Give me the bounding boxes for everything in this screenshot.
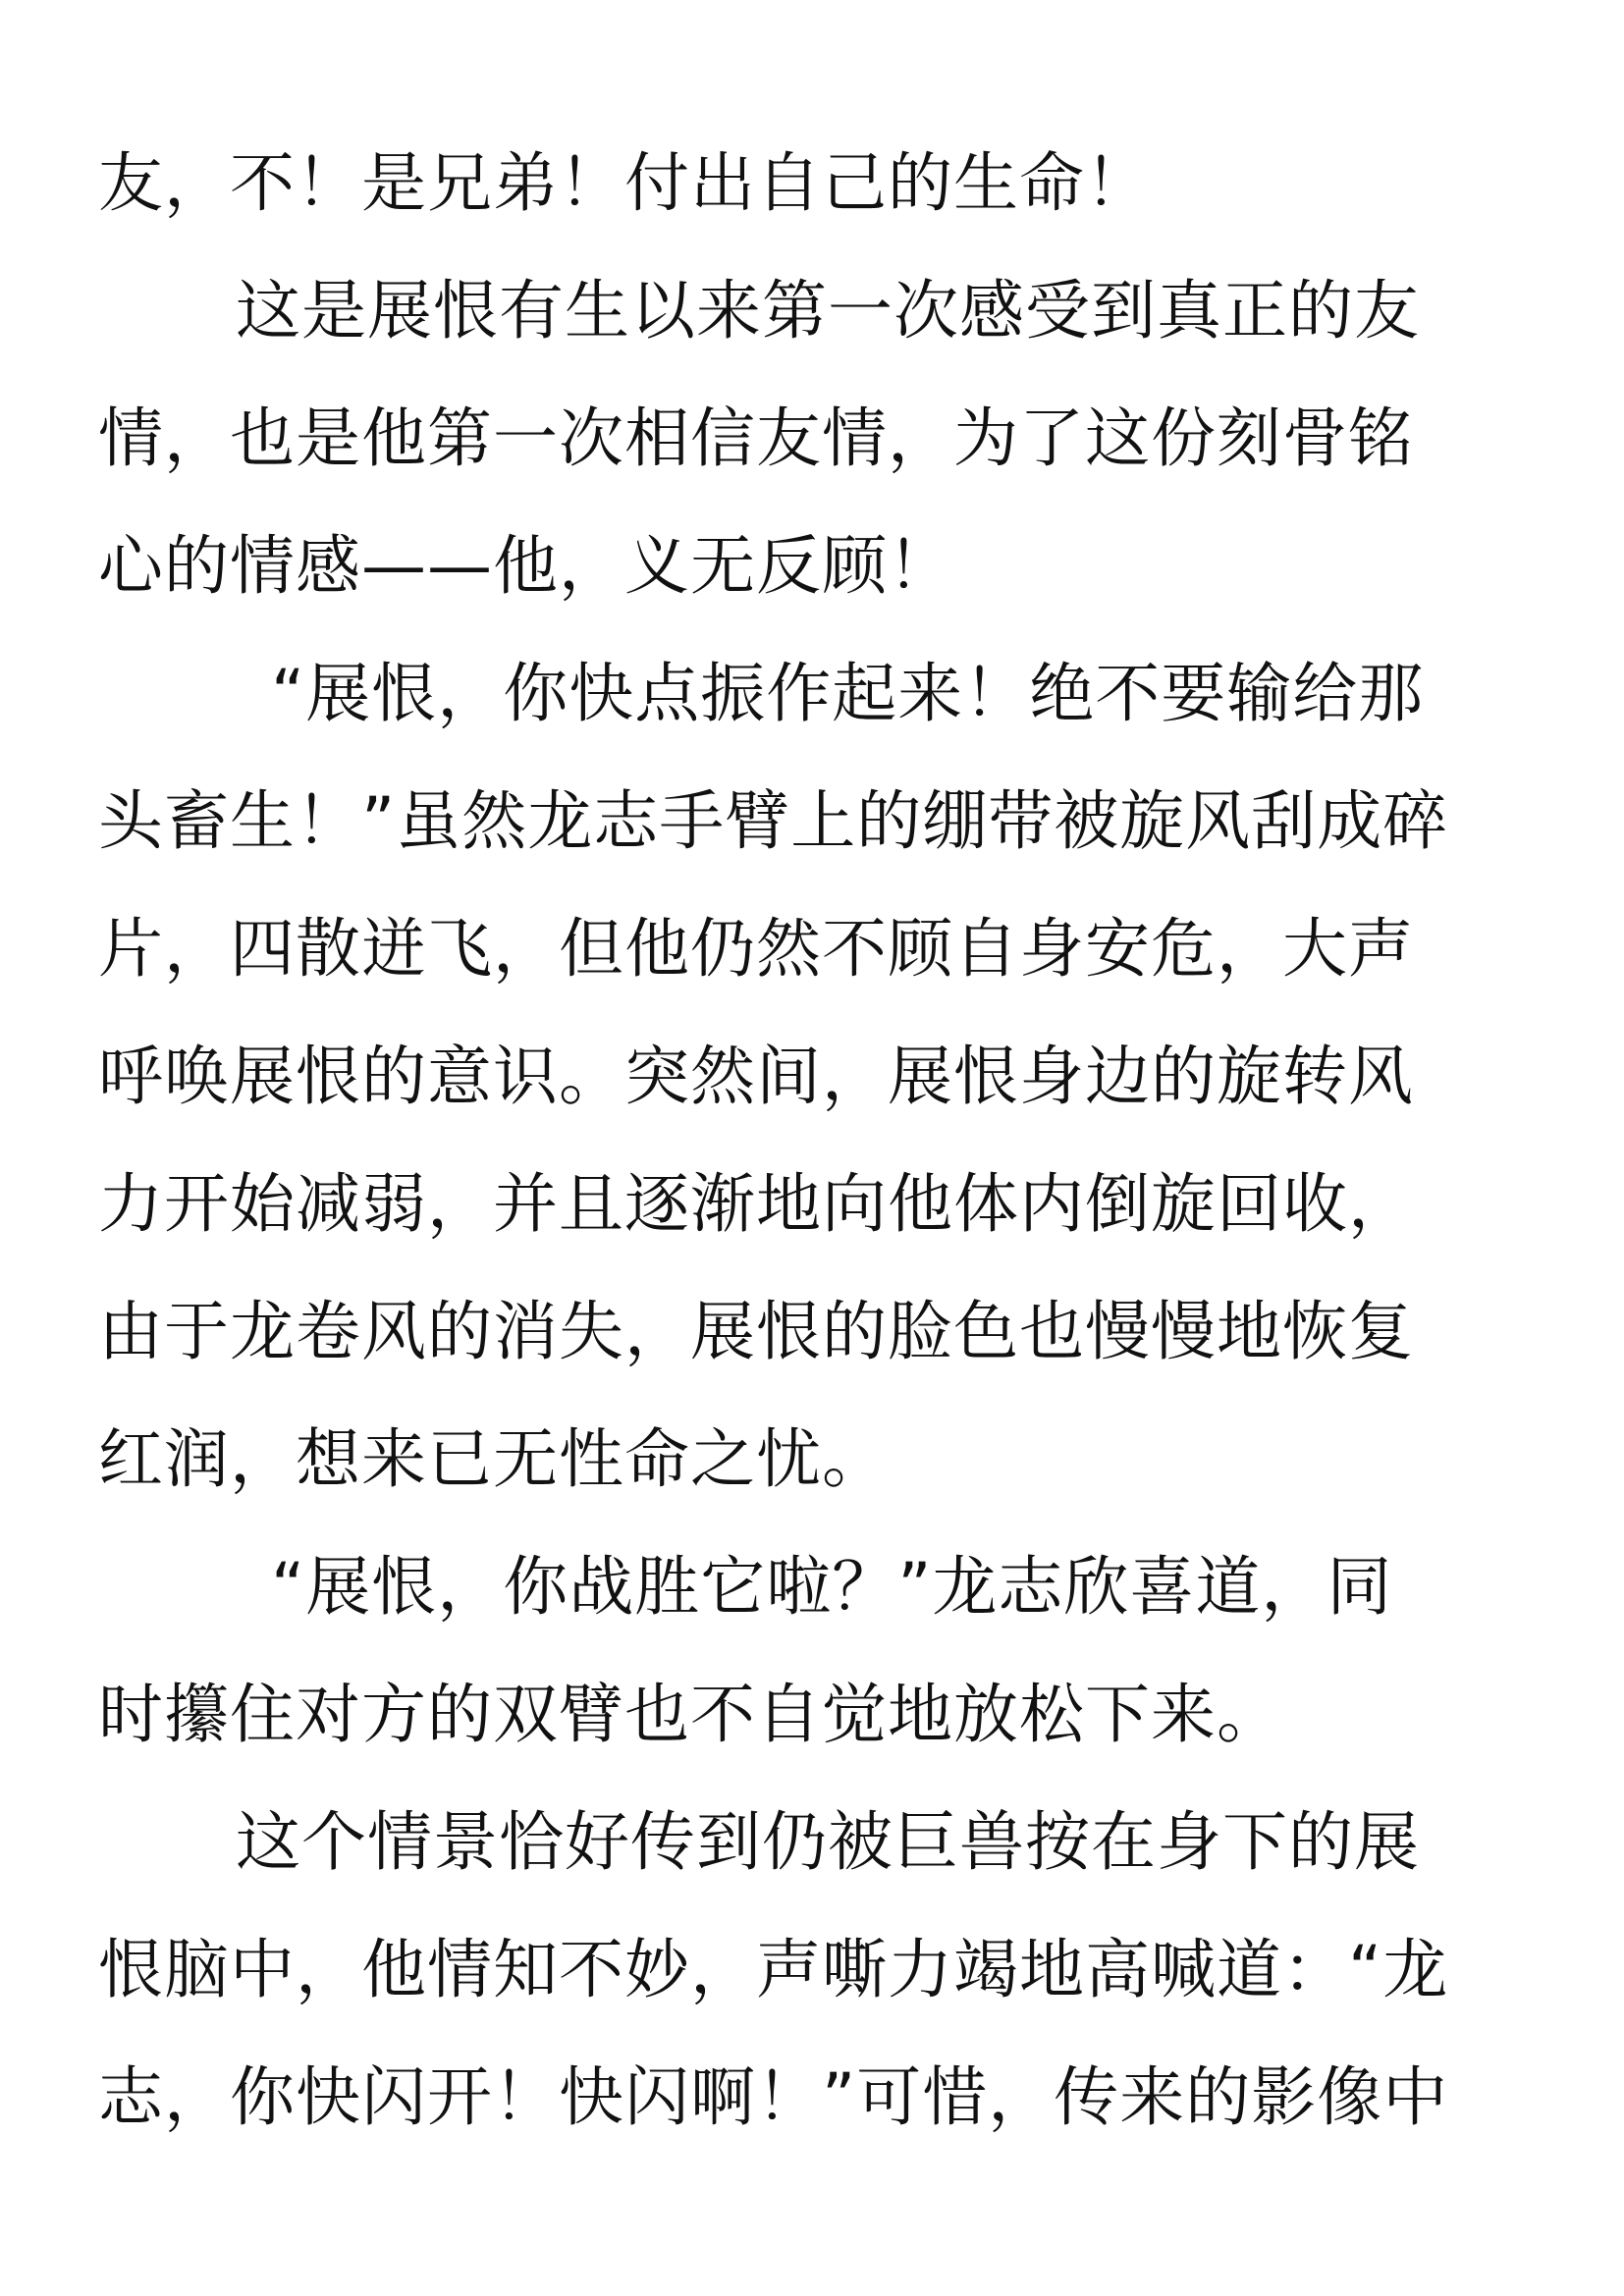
text-line: 志，你快闪开！快闪啊！”可惜，传来的影像中	[98, 2059, 1449, 2135]
text-line: 红润，想来已无性命之忧。	[98, 1421, 888, 1497]
text-line: 心的情感——他，义无反顾！	[98, 528, 953, 604]
text-line: 情，也是他第一次相信友情，为了这份刻骨铭	[98, 400, 1414, 476]
text-line: 友，不！是兄弟！付出自己的生命！	[98, 145, 1151, 221]
text-line: 恨脑中，他情知不妙，声嘶力竭地高喊道：“龙	[98, 1932, 1449, 2007]
text-line: 呼唤展恨的意识。突然间，展恨身边的旋转风	[98, 1039, 1414, 1114]
text-line: 这是展恨有生以来第一次感受到真正的友	[236, 273, 1420, 348]
text-line: 力开始减弱，并且逐渐地向他体内倒旋回收，	[98, 1166, 1414, 1242]
text-line: “展恨，你战胜它啦？”龙志欣喜道，同	[271, 1549, 1393, 1625]
text-line: 片，四散迸飞，但他仍然不顾自身安危，大声	[98, 911, 1414, 987]
text-line: 这个情景恰好传到仍被巨兽按在身下的展	[236, 1804, 1420, 1880]
text-line: “展恨，你快点振作起来！绝不要输给那	[271, 656, 1425, 731]
body-text	[98, 120, 1532, 2162]
text-line: 由于龙卷风的消失，展恨的脸色也慢慢地恢复	[98, 1294, 1414, 1369]
text-line: 时攥住对方的双臂也不自觉地放松下来。	[98, 1677, 1282, 1752]
text-line: 头畜生！”虽然龙志手臂上的绷带被旋风刮成碎	[98, 783, 1449, 859]
